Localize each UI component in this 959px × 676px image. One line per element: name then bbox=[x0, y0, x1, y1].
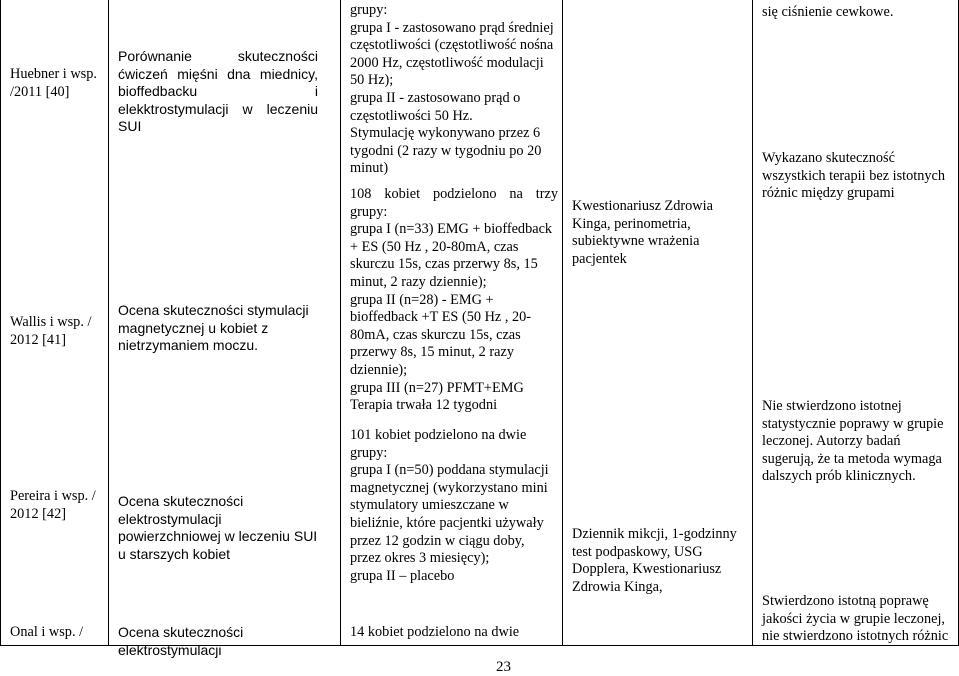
column-divider bbox=[340, 0, 341, 646]
study-author: Pereira i wsp. / 2012 [42] bbox=[10, 488, 96, 522]
table-border-left bbox=[0, 0, 1, 646]
material-line: 108 kobiet podzielono na trzy grupy: bbox=[350, 186, 558, 220]
study-methods: Kwestionariusz Zdrowia Kinga, perinometria, subiektywne wrażenia pacjentek bbox=[572, 198, 713, 267]
study-material bbox=[350, 2, 558, 178]
material-line: Terapia trwała 12 tygodni bbox=[350, 397, 498, 414]
material-line: grupa II – placebo bbox=[350, 567, 455, 584]
material-line: 14 kobiet podzielono na dwie bbox=[350, 624, 520, 640]
material-line: grupa II - zastosowano prąd o częstotliwości 50 Hz. bbox=[350, 89, 521, 124]
material-line: grupy: bbox=[350, 2, 388, 18]
study-aim: Ocena skuteczności stymulacji magnetycznej u kobiet z nietrzymaniem moczu. bbox=[118, 302, 309, 354]
study-results: Nie stwierdzono istotnej statystycznie poprawy w grupie leczonej. Autorzy badań sugerują, że ta metoda wymaga dalszych prób klinicznych. bbox=[762, 398, 944, 485]
study-methods: Dziennik mikcji, 1-godzinny test podpaskowy, USG Dopplera, Kwestionariusz Zdrowia Kinga, bbox=[572, 526, 737, 595]
study-aim: Porównanie skuteczności ćwiczeń mięśni dna miednicy, bioffedbacku i elekktrostymulacji w leczeniu SUI bbox=[118, 48, 318, 135]
study-author: Onal i wsp. / bbox=[10, 624, 84, 640]
material-line: grupa I - zastosowano prąd średniej częstotliwości (częstotliwość nośna 2000 Hz, częstotliwość modulacji 50 Hz); bbox=[350, 19, 554, 89]
study-aim: Ocena skuteczności elektrostymulacji bbox=[118, 624, 244, 658]
study-author: Huebner i wsp. /2011 [40] bbox=[10, 66, 97, 100]
study-aim: Ocena skuteczności elektrostymulacji powierzchniowej w leczeniu SUI u starszych kobiet bbox=[118, 493, 318, 562]
column-divider bbox=[752, 0, 753, 646]
material-line: grupa II (n=28) - EMG + bioffedback +T ES (50 Hz , 20-80mA, czas skurczu 15s, czas przerwy 8s, 15 minut, 2 razy dziennie); bbox=[350, 291, 532, 378]
study-material bbox=[350, 186, 558, 415]
page-number: 23 bbox=[496, 659, 511, 675]
material-line: Stymulację wykonywano przez 6 tygodni (2 razy w tygodniu po 20 minut) bbox=[350, 125, 542, 177]
study-results: Wykazano skuteczność wszystkich terapii bez istotnych różnic między grupami bbox=[762, 150, 946, 202]
study-author: Wallis i wsp. / 2012 [41] bbox=[10, 314, 92, 348]
column-divider bbox=[562, 0, 563, 646]
material-line: grupa III (n=27) PFMT+EMG bbox=[350, 379, 524, 396]
study-results: się ciśnienie cewkowe. bbox=[762, 4, 894, 20]
material-line: grupa I (n=50) poddana stymulacji magnetycznej (wykorzystano mini stymulatory umieszczane w bieliźnie, które pacjentki używały przez 12 godzin w ciągu doby, przez okres 3 miesięcy); bbox=[350, 462, 549, 567]
study-results: Stwierdzono istotną poprawę jakości życia w grupie leczonej, nie stwierdzono istotnych różnic bbox=[762, 593, 949, 645]
material-line: 101 kobiet podzielono na dwie grupy: bbox=[350, 427, 527, 461]
material-line: grupa I (n=33) EMG + bioffedback + ES (50 Hz , 20-80mA, czas skurczu 15s, czas przerwy 8s, 15 minut, 2 razy dziennie); bbox=[350, 221, 553, 290]
study-material bbox=[350, 427, 558, 585]
column-divider bbox=[108, 0, 109, 646]
study-material bbox=[350, 624, 558, 642]
